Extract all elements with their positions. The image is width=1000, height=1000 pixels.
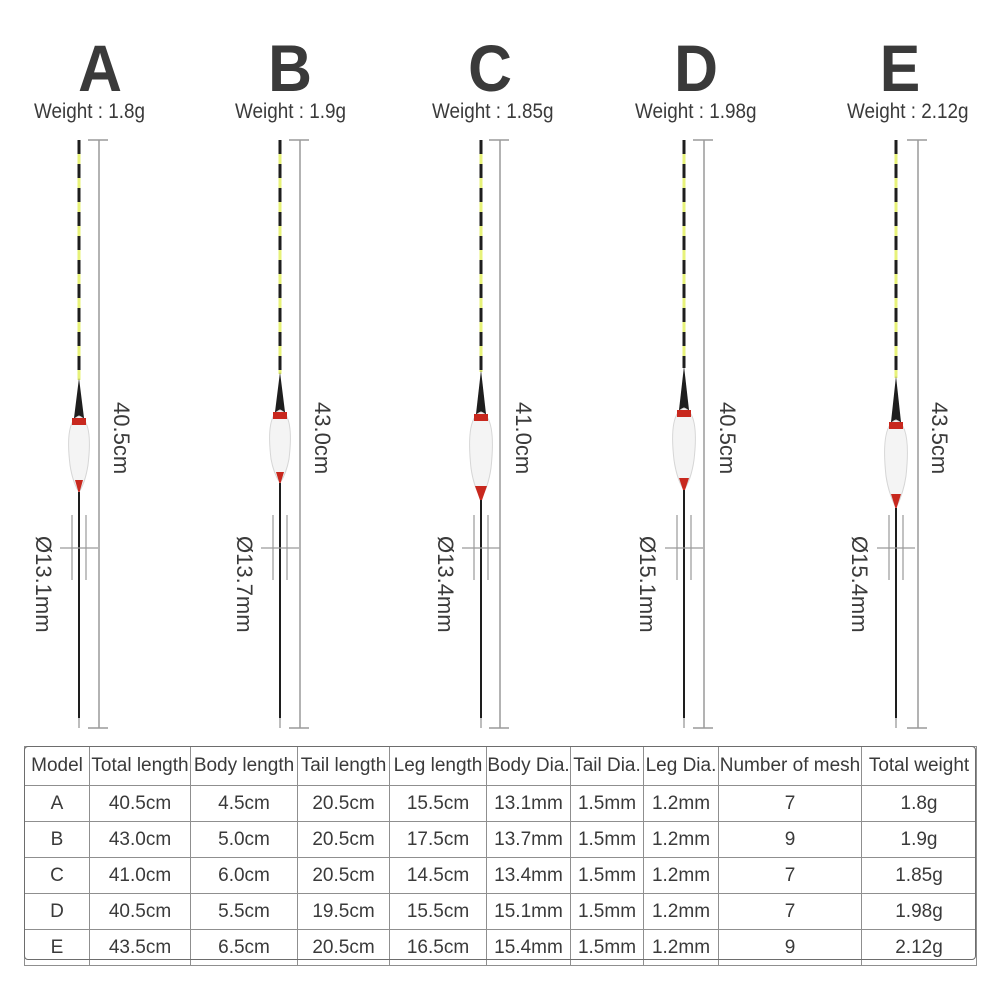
table-cell: 5.0cm (191, 822, 298, 858)
header-body-dia: Body Dia. (487, 747, 571, 786)
table-cell: B (25, 822, 90, 858)
table-cell: 7 (719, 894, 862, 930)
total-length-label: 40.5cm (715, 402, 740, 475)
table-cell: D (25, 894, 90, 930)
header-leg-dia: Leg Dia. (644, 747, 719, 786)
table-header-row (25, 747, 977, 786)
table-cell: 1.8g (862, 786, 977, 822)
table-cell: 20.5cm (298, 786, 390, 822)
table-cell: 20.5cm (298, 930, 390, 966)
table-cell: 1.98g (862, 894, 977, 930)
float-illustration-icon (596, 0, 796, 740)
table-row (25, 930, 977, 966)
table-cell: 1.2mm (644, 858, 719, 894)
table-cell: 7 (719, 858, 862, 894)
table-cell: 43.5cm (90, 930, 191, 966)
table-cell: 1.5mm (571, 858, 644, 894)
table-cell: 15.5cm (390, 786, 487, 822)
total-length-label: 43.5cm (927, 402, 952, 475)
weight-value: 2.12g (921, 100, 969, 123)
table-cell: 1.5mm (571, 822, 644, 858)
table-cell: C (25, 858, 90, 894)
total-length-label: 43.0cm (310, 402, 335, 475)
table-cell: 6.0cm (191, 858, 298, 894)
table-cell: 13.7mm (487, 822, 571, 858)
float-column-a (0, 0, 200, 740)
header-leg-length: Leg length (390, 747, 487, 786)
total-length-label: 40.5cm (109, 402, 134, 475)
table-cell: 13.4mm (487, 858, 571, 894)
table-cell: 15.4mm (487, 930, 571, 966)
table-cell: 1.5mm (571, 786, 644, 822)
table-cell: 5.5cm (191, 894, 298, 930)
table-cell: 40.5cm (90, 894, 191, 930)
header-body-length: Body length (191, 747, 298, 786)
model-letter: C (468, 31, 512, 105)
total-length-label: 41.0cm (511, 402, 536, 475)
table-cell: 1.2mm (644, 786, 719, 822)
table-cell: 43.0cm (90, 822, 191, 858)
table-cell: 1.5mm (571, 930, 644, 966)
table-row (25, 894, 977, 930)
table-cell: 4.5cm (191, 786, 298, 822)
body-diameter-label: Ø13.1mm (31, 536, 56, 633)
table-cell: 19.5cm (298, 894, 390, 930)
table-cell: 15.1mm (487, 894, 571, 930)
model-letter: A (78, 31, 122, 105)
float-column-b (190, 0, 390, 740)
float-illustration-icon (800, 0, 1000, 740)
float-illustration-icon (190, 0, 390, 740)
weight-label: Weight : (235, 100, 310, 123)
table-cell: 9 (719, 930, 862, 966)
weight-label: Weight : (635, 100, 710, 123)
table-cell: 1.2mm (644, 930, 719, 966)
float-column-d (596, 0, 796, 740)
table-cell: 20.5cm (298, 822, 390, 858)
table-cell: 16.5cm (390, 930, 487, 966)
header-number-of-mesh: Number of mesh (719, 747, 862, 786)
table-row (25, 858, 977, 894)
table-cell: 9 (719, 822, 862, 858)
table-cell: 20.5cm (298, 858, 390, 894)
float-column-e (800, 0, 1000, 740)
weight-value: 1.98g (709, 100, 757, 123)
table-cell: 1.2mm (644, 894, 719, 930)
header-model: Model (25, 747, 90, 786)
table-cell: 7 (719, 786, 862, 822)
table-cell: 1.5mm (571, 894, 644, 930)
table-cell: A (25, 786, 90, 822)
body-diameter-label: Ø13.7mm (232, 536, 257, 633)
header-total-length: Total length (90, 747, 191, 786)
header-total-weight: Total weight (862, 747, 977, 786)
table-cell: 17.5cm (390, 822, 487, 858)
table-cell: 1.9g (862, 822, 977, 858)
body-diameter-label: Ø15.4mm (847, 536, 872, 633)
table-row (25, 786, 977, 822)
float-illustration-icon (390, 0, 590, 740)
header-tail-dia: Tail Dia. (571, 747, 644, 786)
model-letter: D (674, 31, 718, 105)
weight-value: 1.85g (506, 100, 554, 123)
table-cell: 6.5cm (191, 930, 298, 966)
spec-table (24, 746, 977, 966)
weight-value: 1.8g (108, 100, 146, 123)
body-diameter-label: Ø13.4mm (433, 536, 458, 633)
model-letter: E (879, 31, 921, 105)
table-cell: 13.1mm (487, 786, 571, 822)
table-cell: 14.5cm (390, 858, 487, 894)
model-letter: B (268, 31, 312, 105)
weight-label: Weight : (432, 100, 507, 123)
table-cell: 40.5cm (90, 786, 191, 822)
header-tail-length: Tail length (298, 747, 390, 786)
float-column-c (390, 0, 590, 740)
table-cell: 1.85g (862, 858, 977, 894)
body-diameter-label: Ø15.1mm (635, 536, 660, 633)
table-cell: 41.0cm (90, 858, 191, 894)
table-cell: E (25, 930, 90, 966)
table-row (25, 822, 977, 858)
table-cell: 2.12g (862, 930, 977, 966)
weight-value: 1.9g (309, 100, 347, 123)
table-cell: 1.2mm (644, 822, 719, 858)
weight-label: Weight : (34, 100, 109, 123)
weight-label: Weight : (847, 100, 922, 123)
table-cell: 15.5cm (390, 894, 487, 930)
